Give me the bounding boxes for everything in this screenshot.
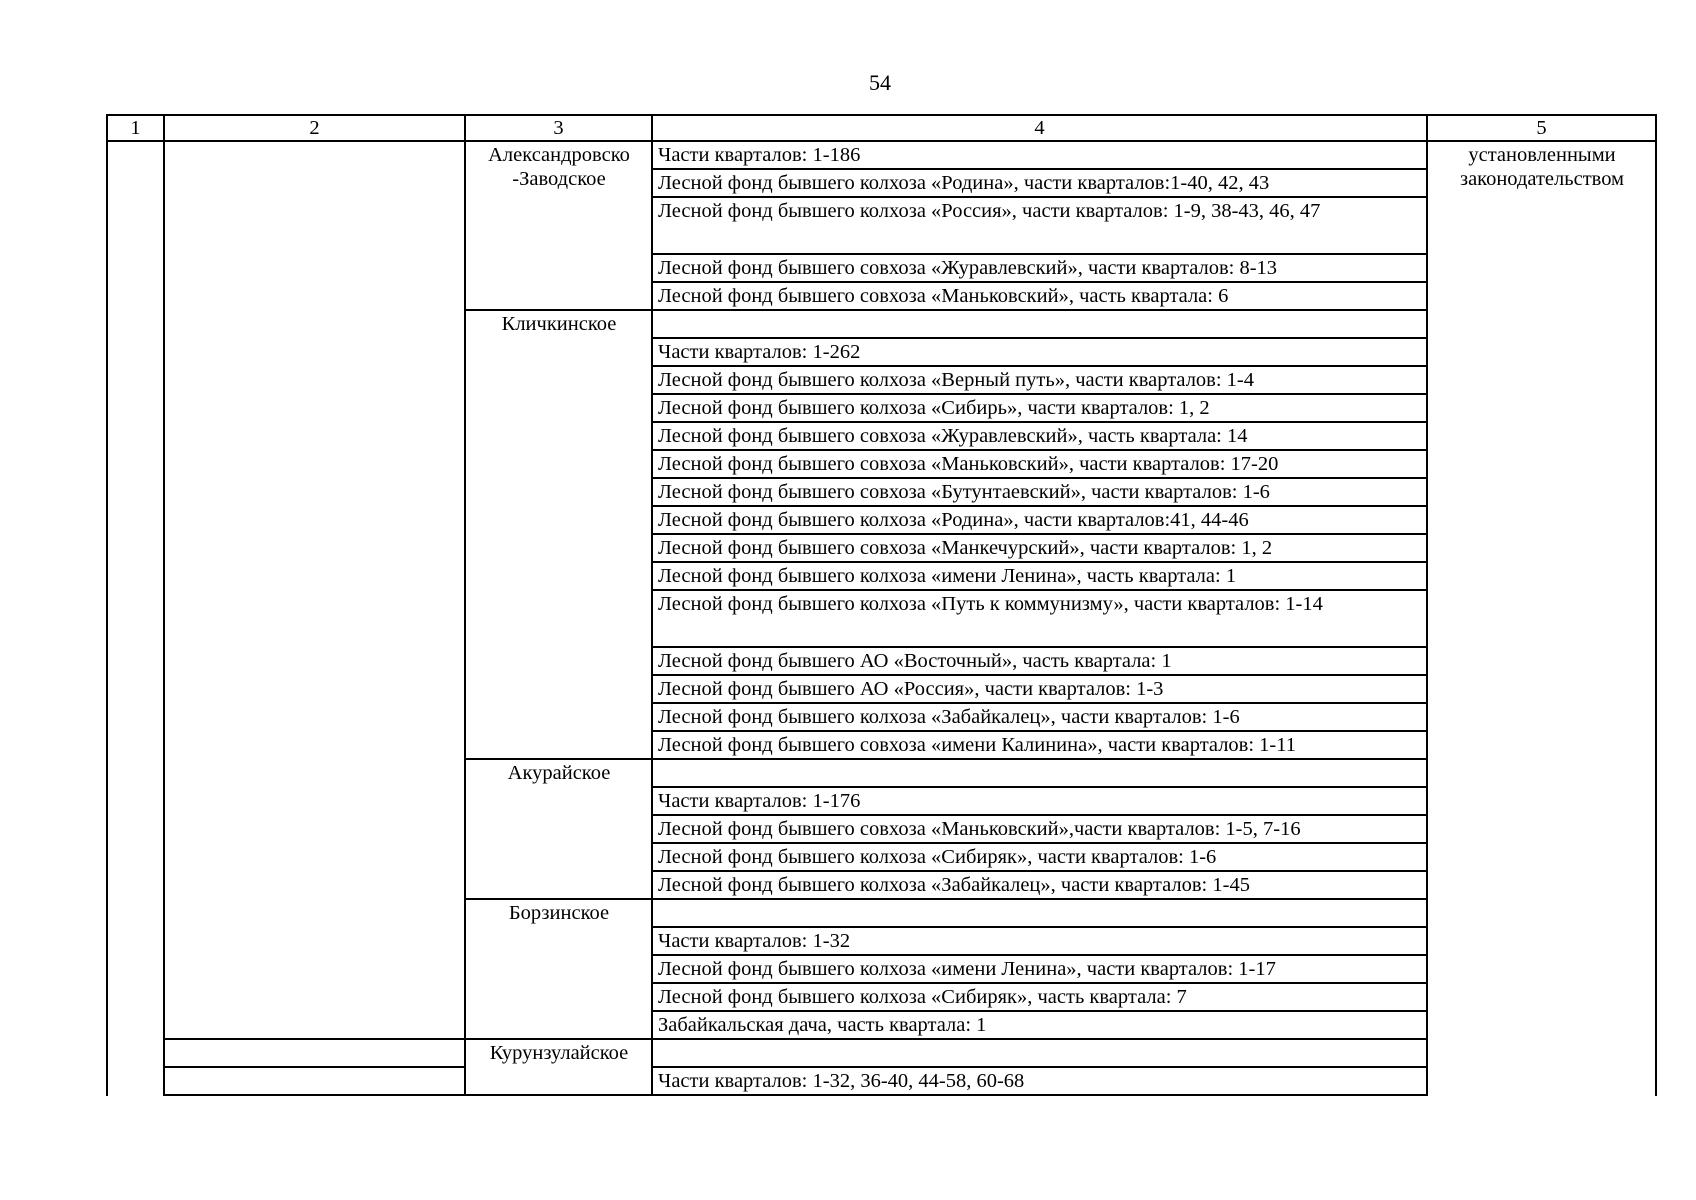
- quarter-description: Лесной фонд бывшего колхоза «Путь к коммунизму», части кварталов: 1-14: [652, 590, 1427, 647]
- quarter-description: Лесной фонд бывшего колхоза «имени Ленина», часть квартала: 1: [652, 562, 1427, 590]
- quarter-description: Лесной фонд бывшего совхоза «Бутунтаевский», части кварталов: 1-6: [652, 478, 1427, 506]
- settlement-name: Борзинское: [465, 899, 652, 1039]
- quarter-description: Лесной фонд бывшего колхоза «Сибирь», части кварталов: 1, 2: [652, 394, 1427, 422]
- table-row: [107, 141, 1656, 169]
- settlement-name: Кличкинское: [465, 310, 652, 759]
- blank-cell: [652, 759, 1427, 787]
- header-row: [107, 115, 1656, 141]
- quarter-description: Лесной фонд бывшего АО «Восточный», часть квартала: 1: [652, 647, 1427, 675]
- quarter-description: Части кварталов: 1-176: [652, 787, 1427, 815]
- quarter-description: Части кварталов: 1-32: [652, 927, 1427, 955]
- quarter-description: Лесной фонд бывшего совхоза «Манкечурский», части кварталов: 1, 2: [652, 534, 1427, 562]
- blank-cell: [652, 899, 1427, 927]
- quarter-description: Части кварталов: 1-32, 36-40, 44-58, 60-68: [652, 1067, 1427, 1095]
- quarter-description: Лесной фонд бывшего колхоза «Забайкалец», части кварталов: 1-45: [652, 871, 1427, 899]
- quarter-description: Лесной фонд бывшего колхоза «имени Ленина», части кварталов: 1-17: [652, 955, 1427, 983]
- col5-cell: установленными законодательством: [1427, 141, 1656, 1095]
- column-header: 2: [164, 115, 465, 141]
- quarter-description: Лесной фонд бывшего колхоза «Россия», части кварталов: 1-9, 38-43, 46, 47: [652, 197, 1427, 254]
- quarter-description: Лесной фонд бывшего совхоза «имени Калинина», части кварталов: 1-11: [652, 731, 1427, 759]
- page-number: 54: [869, 70, 891, 95]
- column-header: 1: [107, 115, 164, 141]
- table-row: [107, 1039, 1656, 1067]
- quarter-description: Лесной фонд бывшего колхоза «Верный путь», части кварталов: 1-4: [652, 366, 1427, 394]
- quarter-description: Лесной фонд бывшего колхоза «Забайкалец», части кварталов: 1-6: [652, 703, 1427, 731]
- settlement-name: Акурайское: [465, 759, 652, 899]
- settlement-name: Курунзулайское: [465, 1039, 652, 1095]
- column-header: 5: [1427, 115, 1656, 141]
- column-header: 4: [652, 115, 1427, 141]
- column-header: 3: [465, 115, 652, 141]
- quarter-description: Лесной фонд бывшего совхоза «Маньковский»,части кварталов: 1-5, 7-16: [652, 815, 1427, 843]
- col2-cell: [164, 1067, 465, 1095]
- forest-quarters-table: [106, 114, 1657, 1096]
- col2-cell: [164, 141, 465, 1039]
- quarter-description: Лесной фонд бывшего АО «Россия», части кварталов: 1-3: [652, 675, 1427, 703]
- settlement-name: Александровско -Заводское: [465, 141, 652, 310]
- quarter-description: Лесной фонд бывшего колхоза «Родина», части кварталов:41, 44-46: [652, 506, 1427, 534]
- quarter-description: Лесной фонд бывшего совхоза «Маньковский», часть квартала: 6: [652, 282, 1427, 310]
- quarter-description: Лесной фонд бывшего колхоза «Сибиряк», части кварталов: 1-6: [652, 843, 1427, 871]
- quarter-description: Лесной фонд бывшего совхоза «Журавлевский», части кварталов: 8-13: [652, 254, 1427, 282]
- blank-cell: [652, 1039, 1427, 1067]
- quarter-description: Лесной фонд бывшего колхоза «Родина», части кварталов:1-40, 42, 43: [652, 169, 1427, 197]
- blank-cell: [652, 310, 1427, 338]
- col2-cell: [164, 1039, 465, 1067]
- quarter-description: Лесной фонд бывшего совхоза «Маньковский», части кварталов: 17-20: [652, 450, 1427, 478]
- table-row: [107, 1067, 1656, 1095]
- col1-cell: [107, 141, 164, 1095]
- quarter-description: Части кварталов: 1-186: [652, 141, 1427, 169]
- quarter-description: Забайкальская дача, часть квартала: 1: [652, 1011, 1427, 1039]
- quarter-description: Лесной фонд бывшего совхоза «Журавлевский», часть квартала: 14: [652, 422, 1427, 450]
- quarter-description: Лесной фонд бывшего колхоза «Сибиряк», часть квартала: 7: [652, 983, 1427, 1011]
- quarter-description: Части кварталов: 1-262: [652, 338, 1427, 366]
